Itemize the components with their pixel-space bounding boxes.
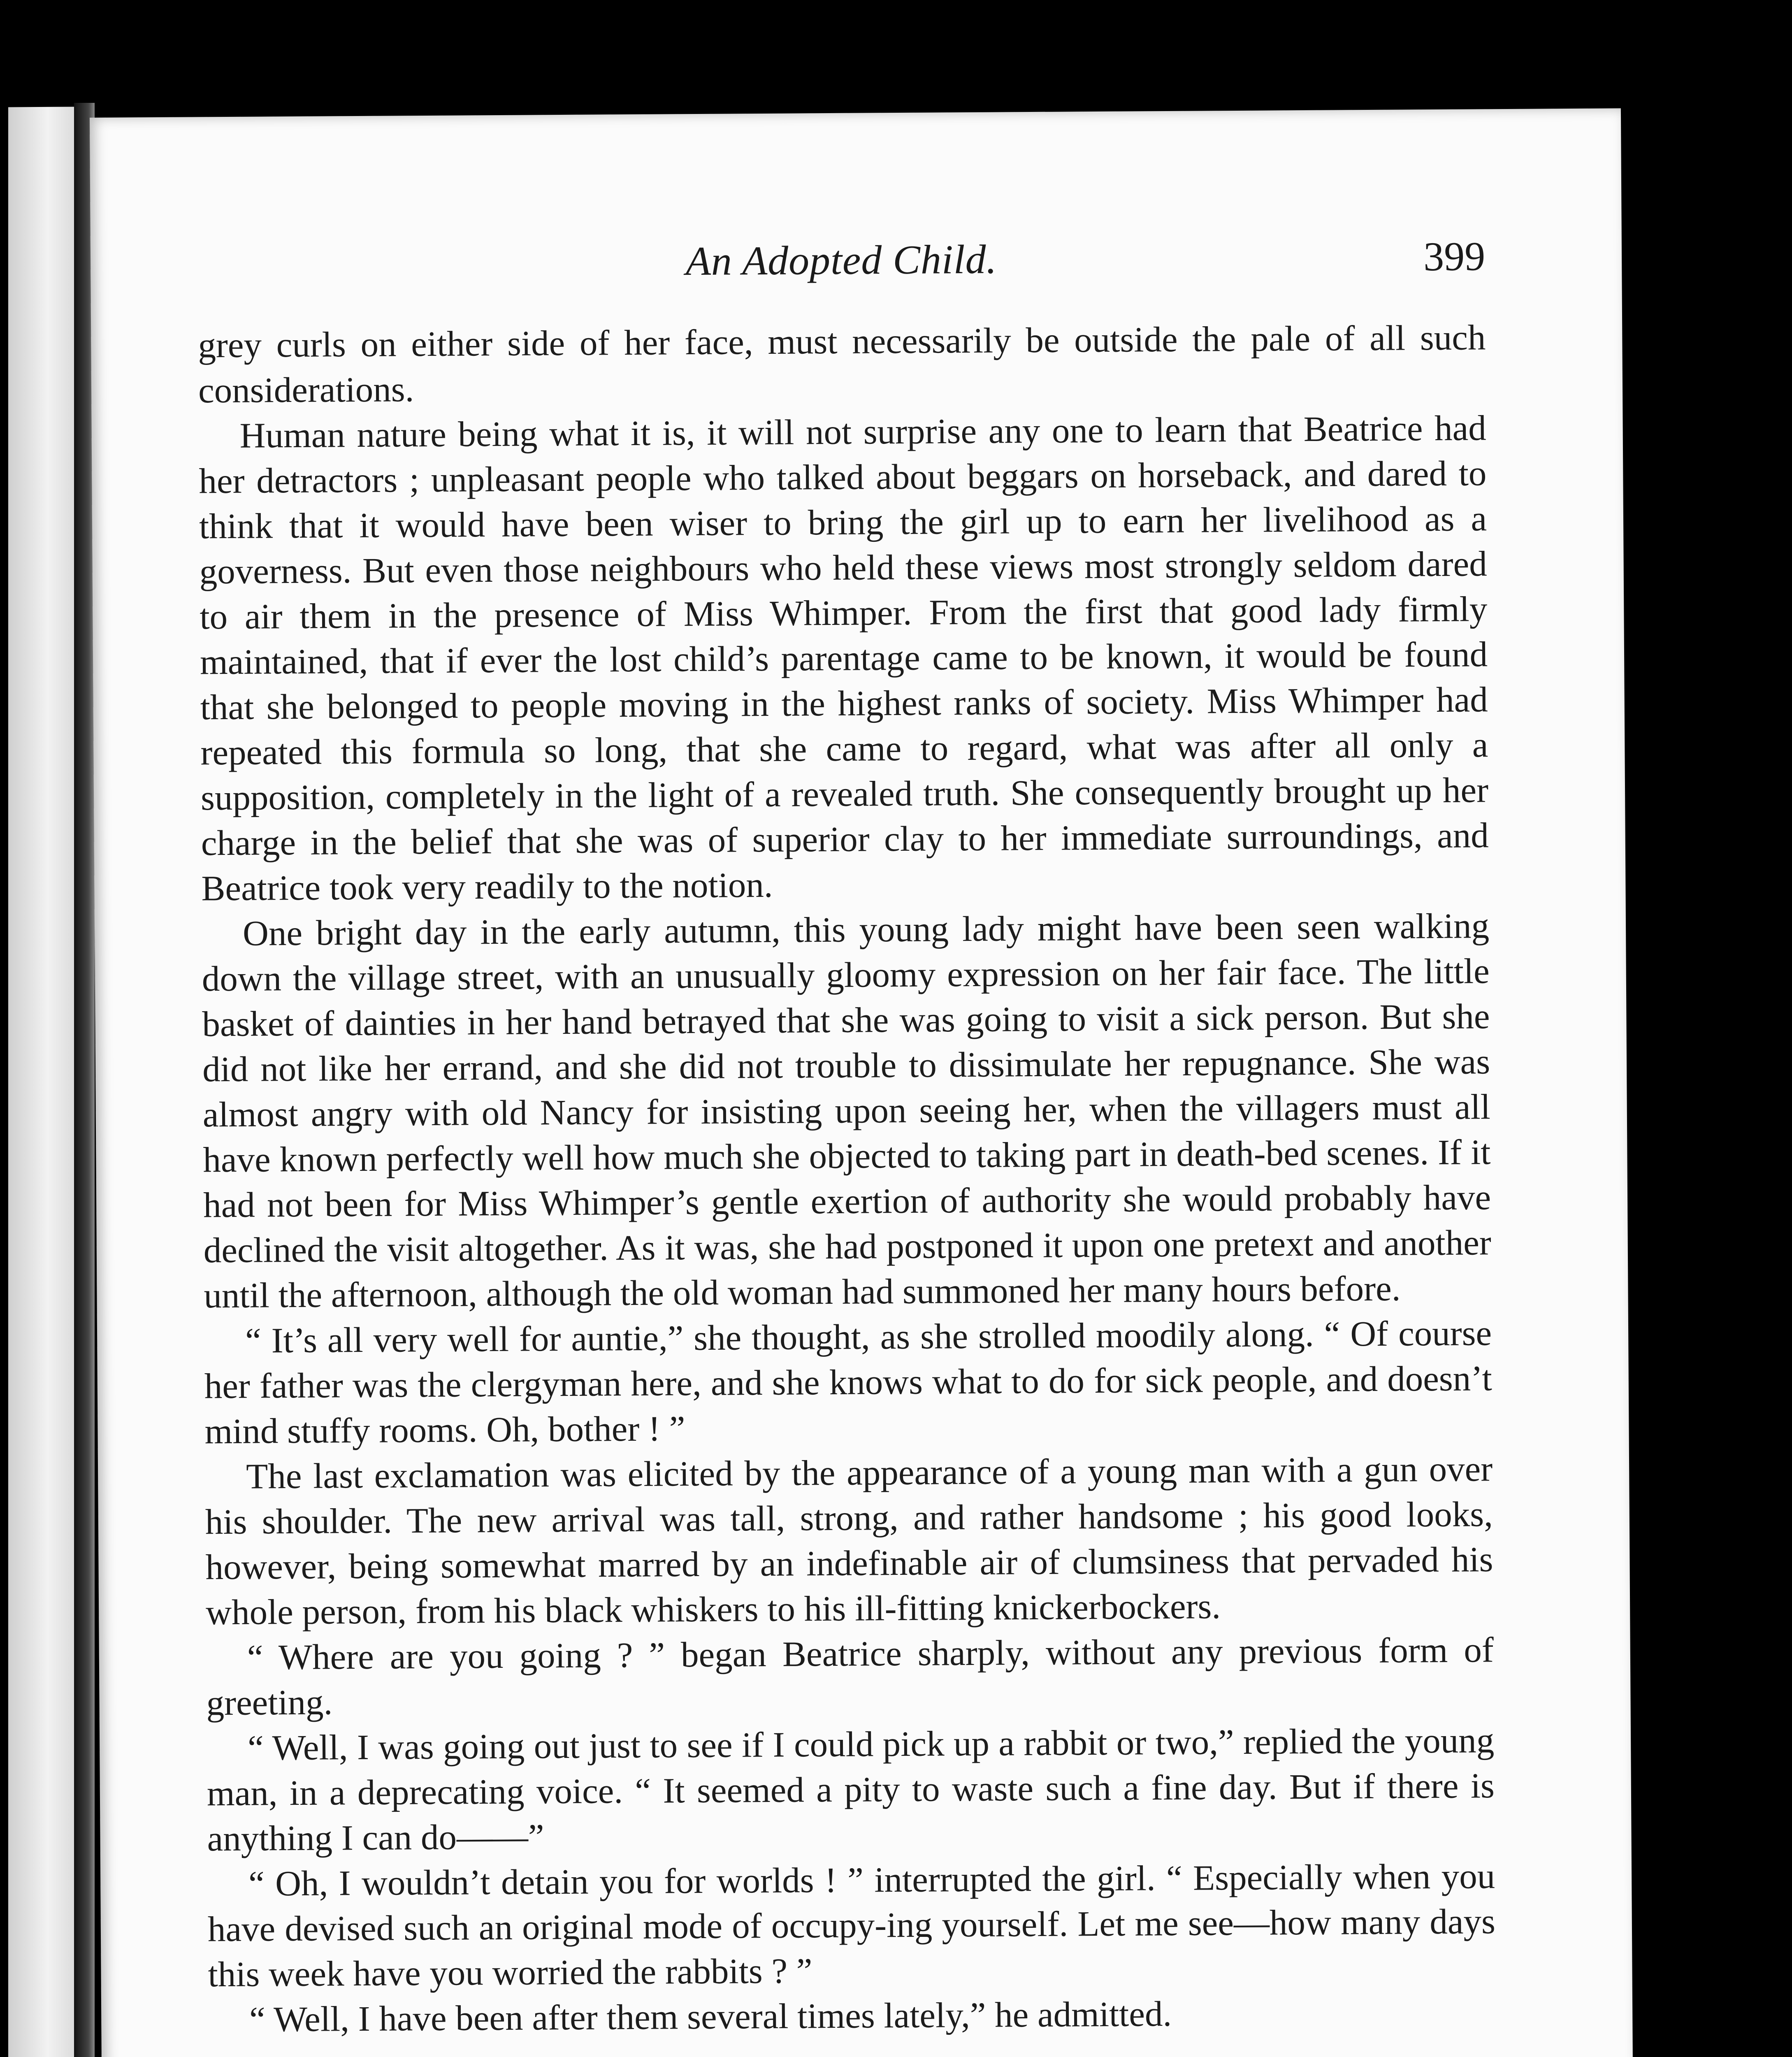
paragraph: grey curls on either side of her face, must necessarily be outside the pale of all such considerations.: [198, 317, 1486, 411]
paragraph: The last exclamation was elicited by the appearance of a young man with a gun over his shoulder. The new arrival was tall, strong, and rather handsome ; his good looks, however, being somewhat marred by an indefinable air of clumsiness that pervaded his whole person, from his black whiskers to his ill-fitting knickerbockers.: [205, 1449, 1493, 1632]
book-page: [90, 108, 1637, 2057]
page-body: [198, 315, 1496, 2042]
paragraph: “ Well, I have been after them several times lately,” he admitted.: [249, 1994, 1172, 2039]
paragraph: One bright day in the early autumn, this young lady might have been seen walking down the village street, with an unusually gloomy expression on her fair face. The little basket of dainties in her hand betrayed that she was going to visit a sick person. But she did not like her errand, and she did not trouble to dissimulate her repugnance. She was almost angry with old Nancy for insisting upon seeing her, when the villagers must all have known perfectly well how much she objected to taking part in death-bed scenes. If it had not been for Miss Whimper’s gentle exertion of authority she would probably have declined the visit altogether. As it was, she had postponed it upon one pretext and another until the afternoon, although the old woman had summoned her many hours before.: [202, 905, 1492, 1316]
paragraph: “ It’s all very well for auntie,” she thought, as she strolled moodily along. “ Of course her father was the clergyman here, and she knows what to do for sick people, and doesn’t mind stuffy rooms. Oh, bother ! ”: [204, 1313, 1493, 1451]
paragraph: “ Where are you going ? ” began Beatrice sharply, without any previous form of greeting.: [206, 1630, 1494, 1723]
paragraph: Human nature being what it is, it will not surprise any one to learn that Beatrice had her detractors ; unpleasant people who talked about beggars on horseback, and dared to think that it would have been wiser to bring the girl up to earn her livelihood as a governess. But even those neighbours who held these views most strongly seldom dared to air them in the presence of Miss Whimper. From the first that good lady firmly maintained, that if ever the lost child’s parentage came to be known, it would be found that she belonged to people moving in the highest ranks of society. Miss Whimper had repeated this formula so long, that she came to regard, what was after all only a supposition, completely in the light of a revealed truth. She consequently brought up her charge in the belief that she was of superior clay to her immediate surroundings, and Beatrice took very readily to the notion.: [199, 408, 1489, 908]
running-head: An Adopted Child.: [685, 236, 997, 284]
previous-page-edge: [8, 107, 74, 2057]
paragraph: “ Well, I was going out just to see if I could pick up a rabbit or two,” replied the young man, in a deprecating voice. “ It seemed a pity to waste such a fine day. But if there is anything I can do——”: [207, 1720, 1495, 1859]
page-header: [197, 232, 1486, 298]
page-number: 399: [1423, 233, 1486, 280]
paragraph: “ Oh, I wouldn’t detain you for worlds ! ” interrupted the girl. “ Especially when you have devised such an original mode of occupy-ing yourself. Let me see—how many days this week have you worried the rabbits ? ”: [207, 1856, 1496, 1994]
